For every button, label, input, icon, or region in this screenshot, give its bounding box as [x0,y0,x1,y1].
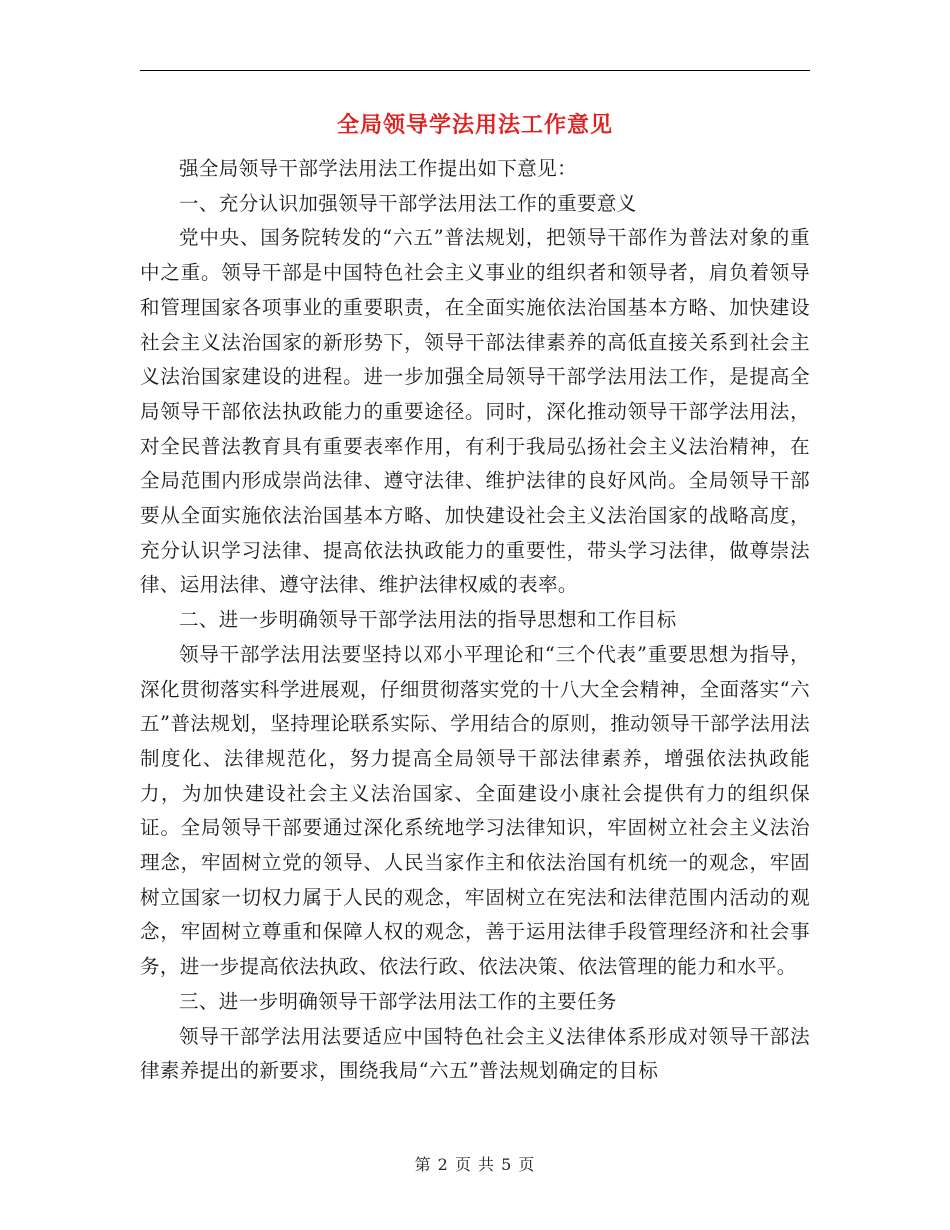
paragraph-section-2: 领导干部学法用法要坚持以邓小平理论和“三个代表”重要思想为指导，深化贯彻落实科学进展观，仔细贯彻落实党的十八大全会精神，全面落实“六五”普法规划，坚持理论联系实际、学用结合的原则，推动领导干部学法用法制度化、法律规范化，努力提高全局领导干部法律素养，增强依法执政能力，为加快建设社会主义法治国家、全面建设小康社会提供有力的组织保证。全局领导干部要通过深化系统地学习法律知识，牢固树立社会主义法治理念，牢固树立党的领导、人民当家作主和依法治国有机统一的观念，牢固树立国家一切权力属于人民的观念，牢固树立在宪法和法律范围内活动的观念，牢固树立尊重和保障人权的观念，善于运用法律手段管理经济和社会事务，进一步提高依法执政、依法行政、依法决策、依法管理的能力和水平。 [140,642,810,979]
paragraph-intro: 强全局领导干部学法用法工作提出如下意见： [179,157,578,180]
paragraph-section-1: 党中央、国务院转发的“六五”普法规划，把领导干部作为普法对象的重中之重。领导干部是中国特色社会主义事业的组织者和领导者，肩负着领导和管理国家各项事业的重要职责，在全面实施依法治国基本方略、加快建设社会主义法治国家的新形势下，领导干部法律素养的高低直接关系到社会主义法治国家建设的进程。进一步加强全局领导干部学法用法工作，是提高全局领导干部依法执政能力的重要途径。同时，深化推动领导干部学法用法，对全民普法教育具有重要表率作用，有利于我局弘扬社会主义法治精神，在全局范围内形成崇尚法律、遵守法律、维护法律的良好风尚。全局领导干部要从全面实施依法治国基本方略、加快建设社会主义法治国家的战略高度，充分认识学习法律、提高依法执政能力的重要性，带头学习法律，做尊崇法律、运用法律、遵守法律、维护法律权威的表率。 [140,226,810,597]
page-number-label: 第 2 页 共 5 页 [414,1155,536,1174]
document-title: 全局领导学法用法工作意见 [336,112,613,138]
section-heading-1: 一、充分认识加强领导干部学法用法工作的重要意义 [179,191,637,215]
section-heading-2: 二、进一步明确领导干部学法用法的指导思想和工作目标 [179,608,677,632]
header-rule [140,70,810,71]
document-body [140,152,810,1089]
paragraph-section-3: 领导干部学法用法要适应中国特色社会主义法律体系形成对领导干部法律素养提出的新要求，围绕我局“六五”普法规划确定的目标 [140,1024,810,1083]
page-footer [0,1152,950,1175]
section-heading-3: 三、进一步明确领导干部学法用法工作的主要任务 [179,989,617,1013]
